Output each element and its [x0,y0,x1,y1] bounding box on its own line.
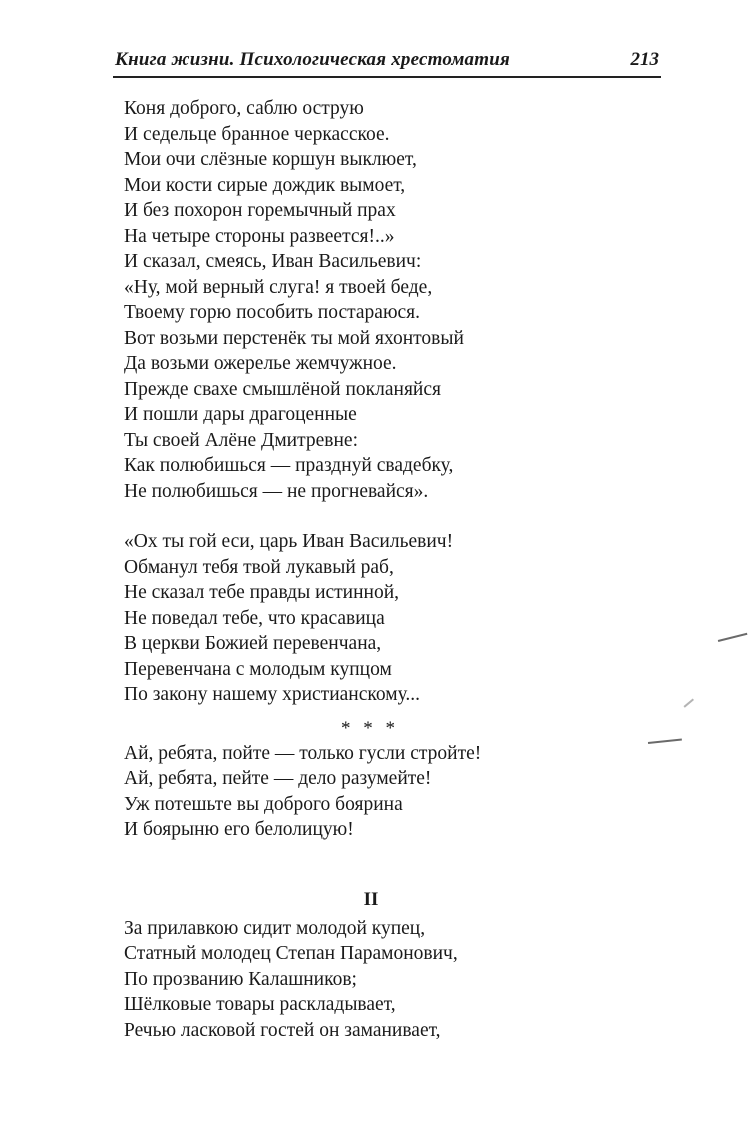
verse-line: Прежде свахе смышлёной покланяйся [124,378,441,400]
verse-line: Не поведал тебе, что красавица [124,607,385,629]
verse-line: И седельце бранное черкасское. [124,123,390,145]
verse-line: Не сказал тебе правды истинной, [124,582,400,603]
verse-line: За прилавкою сидит молодой купец, [124,917,426,939]
verse-line: В церкви Божией перевенчана, [124,633,382,654]
song-stanza [124,741,624,843]
scan-mark [718,633,747,642]
page-number: 213 [630,49,659,70]
scan-mark [684,698,694,707]
verse-line: Перевенчана с молодым купцом [124,658,392,680]
poem-text [124,96,624,1043]
verse-line: Речью ласковой гостей он заманивает, [124,1019,441,1041]
running-header [113,46,661,78]
stanza-2 [124,529,624,708]
verse-line: Коня доброго, саблю острую [124,98,364,119]
verse-line: Да возьми ожерелье жемчужное. [124,353,397,374]
verse-line: Уж потешьте вы доброго боярина [124,793,403,815]
section-break [124,843,624,887]
verse-line: Ай, ребята, пойте — только гусли стройте! [124,742,482,764]
stanza-1 [124,96,624,504]
verse-line: По закону нашему христианскому... [124,684,421,705]
verse-line: И боярыню его белолицую! [124,819,354,840]
verse-line: И сказал, смеясь, Иван Васильевич: [124,251,422,272]
verse-line: Твоему горю пособить постараюся. [124,302,421,323]
verse-line: Обманул тебя твой лукавый раб, [124,556,394,578]
stanza-break [124,504,624,529]
verse-line: Шёлковые товары раскладывает, [124,994,396,1015]
verse-line: На четыре стороны развеется!..» [124,225,395,247]
verse-line: «Ох ты гой еси, царь Иван Васильевич! [124,531,454,552]
verse-line: И без похорон горемычный прах [124,200,396,221]
verse-line: Мои кости сирые дождик вымоет, [124,174,406,196]
section-number: II [363,888,379,910]
verse-line: По прозванию Калашников; [124,968,357,990]
verse-line: Вот возьми перстенёк ты мой яхонтовый [124,327,464,349]
running-header-title: Книга жизни. Психологическая хрестоматия [115,49,510,70]
verse-line: Не полюбишься — не прогневайся». [124,480,429,502]
verse-line: Ты своей Алёне Дмитревне: [124,429,358,451]
verse-line: «Ну, мой верный слуга! я твоей беде, [124,276,433,298]
scan-mark [648,738,682,743]
section-stanza [124,916,624,1044]
verse-line: Статный молодец Степан Парамонович, [124,943,458,964]
verse-line: Мои очи слёзные коршун выклюет, [124,149,417,170]
asterism: * * * [341,717,399,739]
verse-line: И пошли дары драгоценные [124,404,357,425]
verse-line: Как полюбишься — празднуй свадебку, [124,455,454,476]
verse-line: Ай, ребята, пейте — дело разумейте! [124,768,432,789]
